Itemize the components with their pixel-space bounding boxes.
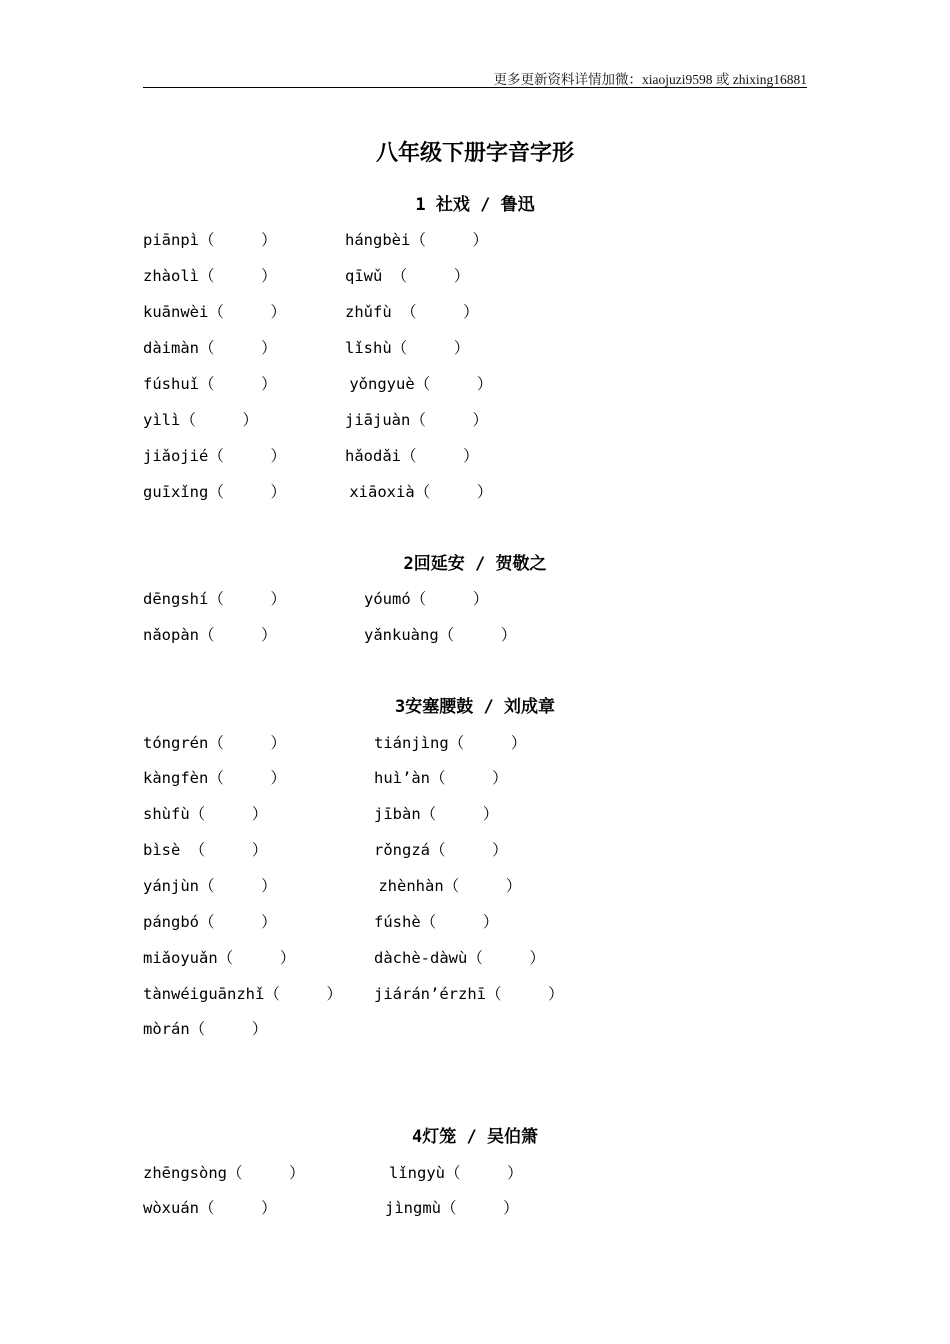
list-item: guīxǐng（ ） (143, 483, 286, 501)
list-item: fúshè（ ） (374, 913, 499, 931)
list-item: bìsè （ ） (143, 841, 268, 859)
page-title: 八年级下册字音字形 (375, 141, 574, 166)
list-item: zhǔfù （ ） (345, 303, 479, 321)
list-item: jībàn（ ） (374, 805, 499, 823)
list-item: zhènhàn（ ） (369, 877, 522, 895)
list-item: xiāoxià（ ） (340, 483, 493, 501)
list-item: jiājuàn（ ） (345, 411, 488, 429)
list-item: dàchè-dàwù（ ） (374, 949, 545, 967)
list-item: fúshuǐ（ ） (143, 375, 277, 393)
header-note: 更多更新资料详情加微：xiaojuzi9598 或 zhixing16881 (493, 72, 807, 87)
list-item: shùfù（ ） (143, 805, 268, 823)
list-item: yǒngyuè（ ） (340, 375, 493, 393)
list-item: jiǎojié（ ） (143, 447, 286, 465)
list-item: tànwéiguānzhǐ（ ） (143, 985, 342, 1003)
list-item: kàngfèn（ ） (143, 769, 286, 787)
section-heading-3: 3安塞腰鼓 / 刘成章 (395, 697, 555, 717)
list-item: jiárán’érzhī（ ） (374, 985, 564, 1003)
list-item: qīwǔ （ ） (345, 267, 470, 285)
list-item: piānpì（ ） (143, 231, 277, 249)
list-item: yánjùn（ ） (143, 877, 277, 895)
list-item: lǐngyù（ ） (389, 1164, 523, 1182)
list-item: zhàolì（ ） (143, 267, 277, 285)
list-item: lǐshù（ ） (345, 339, 470, 357)
list-item: dàimàn（ ） (143, 339, 277, 357)
section-heading-2: 2回延安 / 贺敬之 (403, 554, 547, 574)
list-item: wòxuán（ ） (143, 1199, 277, 1217)
list-item: miǎoyuǎn（ ） (143, 949, 296, 967)
section-heading-1: 1 社戏 / 鲁迅 (415, 195, 535, 215)
list-item: yǎnkuàng（ ） (364, 626, 517, 644)
list-item: tóngrén（ ） (143, 734, 286, 752)
list-item: huì’àn（ ） (374, 769, 508, 787)
header-divider (143, 87, 807, 88)
list-item: tiánjìng（ ） (374, 734, 527, 752)
list-item: yóumó（ ） (364, 590, 489, 608)
list-item: kuānwèi（ ） (143, 303, 286, 321)
list-item: mòrán（ ） (143, 1020, 268, 1038)
list-item: pángbó（ ） (143, 913, 277, 931)
list-item: hángbèi（ ） (345, 231, 488, 249)
section-heading-4: 4灯笼 / 吴伯箫 (412, 1127, 538, 1147)
list-item: rǒngzá（ ） (374, 841, 508, 859)
list-item: hǎodǎi（ ） (345, 447, 479, 465)
list-item: nǎopàn（ ） (143, 626, 277, 644)
list-item: yìlì（ ） (143, 411, 258, 429)
list-item: jìngmù（ ） (385, 1199, 519, 1217)
list-item: zhēngsòng（ ） (143, 1164, 305, 1182)
list-item: dēngshí（ ） (143, 590, 286, 608)
